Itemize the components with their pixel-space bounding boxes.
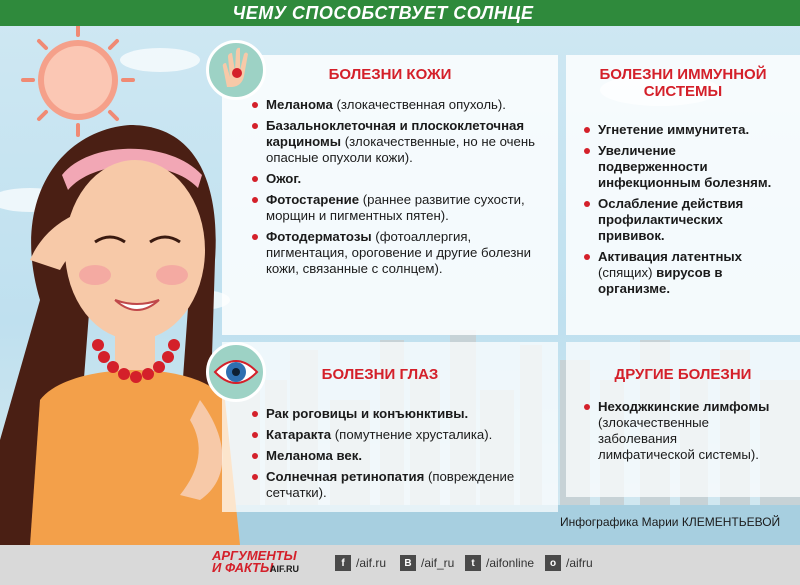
odnoklassniki-icon: о bbox=[545, 555, 561, 571]
immune-list bbox=[584, 122, 784, 302]
skin-list bbox=[252, 97, 542, 282]
social-label: /aifru bbox=[566, 556, 593, 570]
list-item: Фотостарение (раннее развитие сухости, морщин и пигментных пятен). bbox=[252, 192, 542, 224]
list-item: Фотодерматозы (фотоаллергия, пигментация, ороговение и другие болезни кожи, связанные с солнцем). bbox=[252, 229, 542, 277]
list-item: Увеличение подверженности инфекционным болезням. bbox=[584, 143, 784, 191]
list-item: Угнетение иммунитета. bbox=[584, 122, 784, 138]
twitter-icon: t bbox=[465, 555, 481, 571]
logo-line2: И ФАКТЫ bbox=[212, 560, 274, 575]
facebook-icon: f bbox=[335, 555, 351, 571]
list-item: Активация латентных (спящих) вирусов в организме. bbox=[584, 249, 784, 297]
list-item: Неходжкинские лимфомы (злокачественные заболевания лимфатической системы). bbox=[584, 399, 774, 463]
list-item: Меланома (злокачественная опухоль). bbox=[252, 97, 542, 113]
list-item: Солнечная ретинопатия (повреждение сетчатки). bbox=[252, 469, 552, 501]
other-list bbox=[584, 399, 774, 468]
eye-icon-circle bbox=[206, 342, 266, 402]
list-item: Меланома век. bbox=[252, 448, 552, 464]
page-title: ЧЕМУ СПОСОБСТВУЕТ СОЛНЦЕ bbox=[222, 0, 544, 26]
list-item: Катаракта (помутнение хрусталика). bbox=[252, 427, 552, 443]
logo-line1: АРГУМЕНТЫ bbox=[212, 548, 297, 563]
eye-icon bbox=[209, 345, 263, 399]
logo-site: AIF.RU bbox=[270, 564, 299, 574]
social-label: /aif_ru bbox=[421, 556, 455, 570]
social-label: /aifonline bbox=[486, 556, 535, 570]
social-facebook[interactable] bbox=[335, 555, 386, 571]
eyes-heading: БОЛЕЗНИ ГЛАЗ bbox=[321, 366, 439, 383]
sun-icon bbox=[23, 26, 133, 135]
social-label: /aif.ru bbox=[356, 556, 387, 570]
list-item: Ослабление действия профилактических прививок. bbox=[584, 196, 784, 244]
list-item: Рак роговицы и конъюнктивы. bbox=[252, 406, 552, 422]
other-heading: ДРУГИЕ БОЛЕЗНИ bbox=[614, 366, 752, 383]
skin-hand-icon bbox=[206, 40, 266, 100]
hand-icon bbox=[209, 43, 263, 97]
social-twitter[interactable] bbox=[465, 555, 534, 571]
social-odnoklassniki[interactable] bbox=[545, 555, 593, 571]
social-vk[interactable] bbox=[400, 555, 454, 571]
eyes-list bbox=[252, 406, 552, 506]
skin-heading: БОЛЕЗНИ КОЖИ bbox=[328, 66, 452, 83]
girl-illustration bbox=[0, 125, 240, 545]
list-item: Ожог. bbox=[252, 171, 542, 187]
immune-heading: БОЛЕЗНИ ИММУННОЙ СИСТЕМЫ bbox=[599, 66, 767, 100]
list-item: Базальноклеточная и плоскоклеточная карциномы (злокачественные, но не очень опасные опухоли кожи). bbox=[252, 118, 542, 166]
credit-text: Инфографика Марии КЛЕМЕНТЬЕВОЙ bbox=[560, 515, 781, 529]
vk-icon: В bbox=[400, 555, 416, 571]
